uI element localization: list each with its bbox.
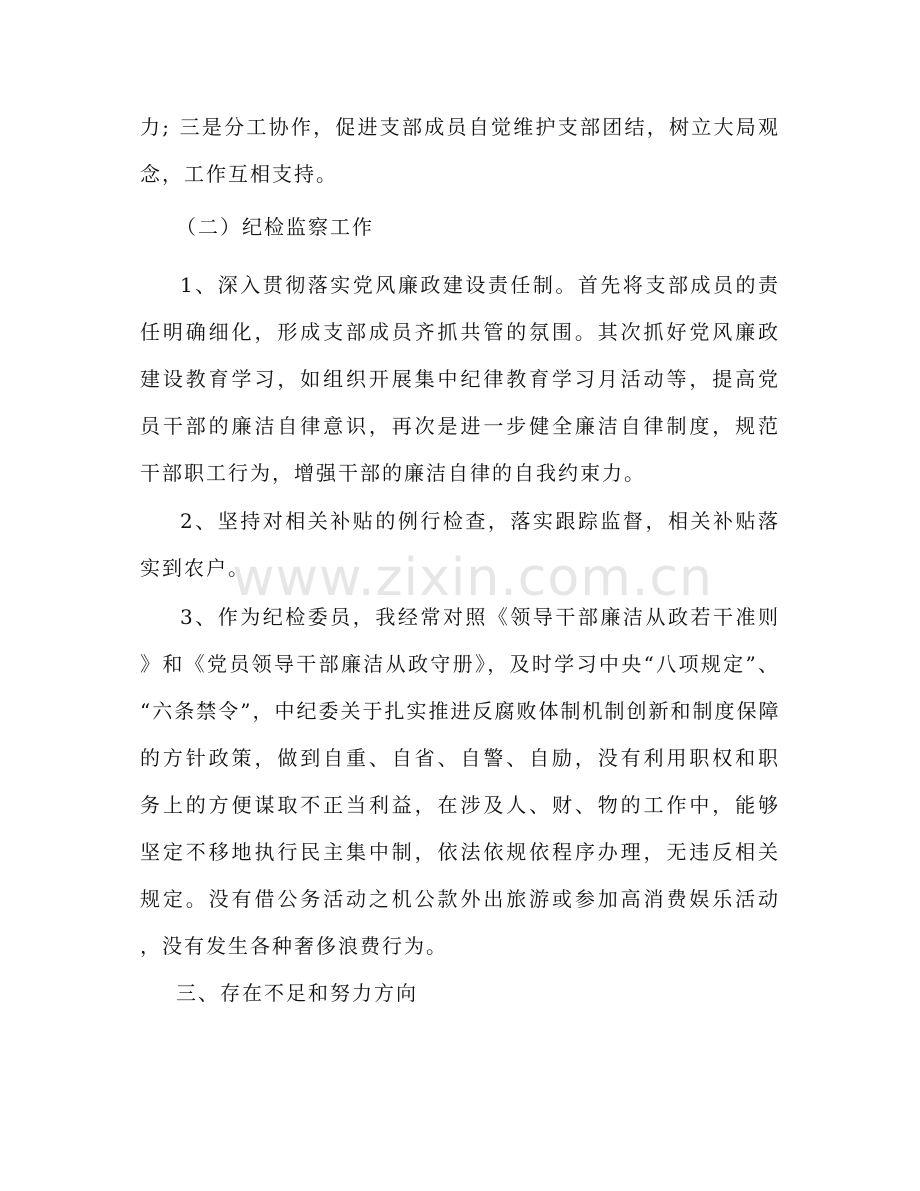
text-line: 务上的方便谋取不正当利益，在涉及人、财、物的工作中，能够 (140, 793, 780, 817)
text-line: 任明确细化，形成支部成员齐抓共管的氛围。其次抓好党风廉政 (140, 320, 780, 344)
text-line: ，没有发生各种奢侈浪费行为。 (140, 934, 448, 958)
heading-text: 三、存在不足和努力方向 (176, 981, 418, 1005)
text-line: 力; 三是分工协作，促进支部成员自觉维护支部团结，树立大局观 (140, 115, 780, 139)
paragraph-item-3 (140, 602, 780, 961)
text-line: 干部职工行为，增强干部的廉洁自律的自我约束力。 (140, 461, 646, 485)
watermark: www.zixin.com.cn (232, 548, 713, 608)
text-line: 员干部的廉洁自律意识，再次是进一步健全廉洁自律制度，规范 (140, 414, 780, 438)
text-line: 2、坚持对相关补贴的例行检查，落实跟踪监督，相关补贴落 (180, 509, 780, 533)
text-line: 》和《党员领导干部廉洁从政守册》，及时学习中央“八项规定”、 (140, 652, 780, 676)
text-line: 1、深入贯彻落实党风廉政建设责任制。首先将支部成员的责 (180, 273, 780, 297)
paragraph-item-1 (140, 270, 780, 488)
section-heading-shortcomings (176, 978, 816, 1008)
text-line: “六条禁令”，中纪委关于扎实推进反腐败体制机制创新和制度保障 (140, 699, 781, 723)
text-line: 的方针政策，做到自重、自省、自警、自励，没有利用职权和职 (140, 746, 780, 770)
text-line: 实到农户。 (140, 556, 250, 580)
text-line: 3、作为纪检委员，我经常对照《领导干部廉洁从政若干准则 (180, 605, 780, 629)
paragraph-item-2 (140, 506, 780, 583)
text-line: 规定。没有借公务活动之机公款外出旅游或参加高消费娱乐活动 (140, 887, 780, 911)
paragraph-continuation (140, 112, 780, 189)
section-heading-discipline (176, 212, 816, 242)
heading-text: （二）纪检监察工作 (176, 215, 374, 239)
text-line: 坚定不移地执行民主集中制，依法依规依程序办理，无违反相关 (140, 840, 780, 864)
text-line: 念，工作互相支持。 (140, 162, 338, 186)
text-line: 建设教育学习，如组织开展集中纪律教育学习月活动等，提高党 (140, 367, 780, 391)
